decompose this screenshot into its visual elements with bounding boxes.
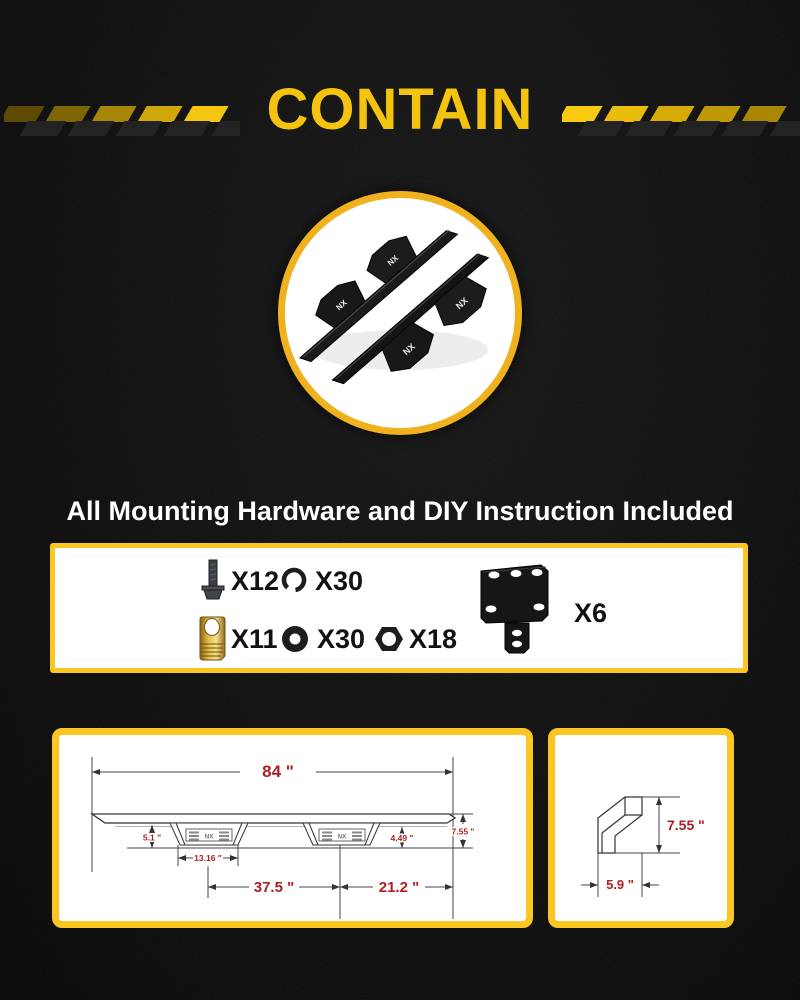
hardware-contents-box [50,543,748,673]
clamp-nut-qty: X11 [231,624,278,654]
dim-overall-height: 7.55 " [451,826,475,837]
dim-rear-spacing: 21.2 " [378,879,420,896]
running-boards-image [285,198,515,428]
step-logo: NX [453,295,470,312]
profile-dimension-diagram [548,728,734,928]
step-logo: NX [385,253,401,268]
hex-nut-icon [373,623,405,655]
clamp-nut-icon [196,614,228,662]
step-logo: NX [334,298,349,313]
dim-rear-step-height: 4.49 " [390,833,414,843]
bolt-qty: X12 [231,566,280,596]
step-pad-logo: NX [337,833,347,841]
lock-washer-icon [279,564,309,596]
bracket-qty: X6 [574,598,608,628]
dim-length: 84 " [262,762,294,781]
dim-front-step-height: 5.1 " [142,832,162,843]
hardware-included-heading: All Mounting Hardware and DIY Instruction Included [66,496,734,526]
mounting-bracket-icon [473,562,561,656]
side-view-dimension-diagram [52,728,533,928]
bolt-icon [199,558,227,602]
page-title: CONTAIN [266,77,534,142]
dim-step-spacing: 37.5 " [253,879,295,896]
hex-nut-qty: X18 [409,624,458,654]
product-image-badge [278,191,522,435]
flat-washer-icon [279,623,311,655]
dim-step-width: 13.16 " [194,853,222,863]
flat-washer-qty: X30 [317,624,366,654]
step-pad-logo: NX [204,833,214,841]
lock-washer-qty: X30 [315,566,364,596]
step-logo: NX [401,341,418,358]
dim-profile-height: 7.55 " [667,817,705,833]
dim-profile-width: 5.9 " [606,877,634,892]
